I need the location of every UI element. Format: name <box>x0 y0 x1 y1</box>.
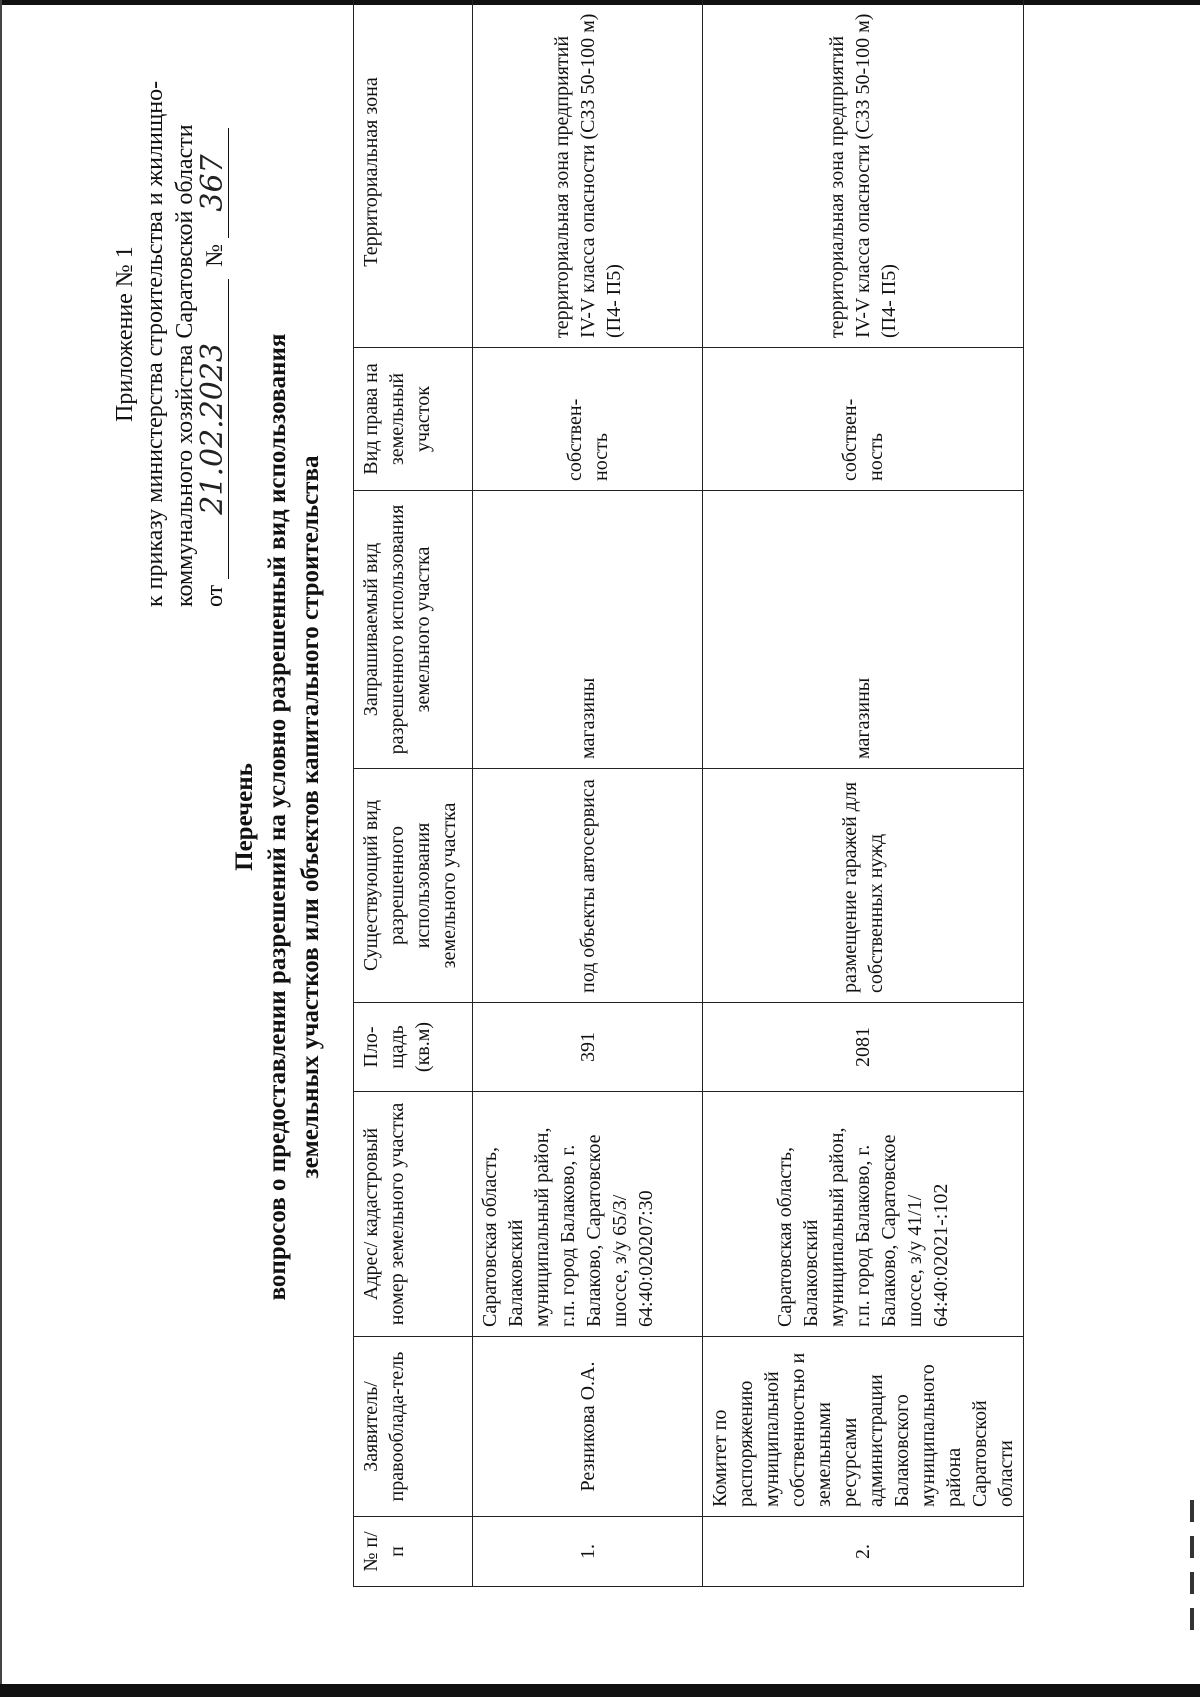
right-type-cell: собствен-ность <box>703 348 1024 491</box>
requested-use-cell: магазины <box>703 491 1024 769</box>
header-cell: Территориальная зона <box>354 0 473 348</box>
table-header-row <box>354 0 473 1587</box>
table-row <box>703 0 1024 1587</box>
requested-use-cell: магазины <box>473 491 703 769</box>
zone-cell: территориальная зона предприятий IV-V класса опасности (СЗЗ 50-100 м) (П4- П5) <box>473 0 703 348</box>
existing-use-cell: под объекты автосервиса <box>473 769 703 1003</box>
zone-cell: территориальная зона предприятий IV-V класса опасности (СЗЗ 50-100 м) (П4- П5) <box>703 0 1024 348</box>
header-cell: № п/п <box>354 1517 473 1587</box>
approval-block <box>110 7 230 607</box>
address-cell: Саратовская область, Балаковский муниципальный район, г.п. город Балаково, г. Балаково, Саратовское шоссе, з/у 65/3/ 64:40:020207:30 <box>473 1092 703 1337</box>
number-underline <box>195 128 230 238</box>
number-prefix: № <box>202 243 228 267</box>
header-cell: Вид права на земельный участок <box>354 348 473 491</box>
heading-title: Перечень <box>231 763 258 871</box>
date-prefix: от <box>202 584 228 607</box>
permits-table <box>353 0 1024 1587</box>
heading-line-3: земельных участков или объектов капитального строительства <box>297 455 324 1179</box>
applicant-cell: Резникова О.А. <box>473 1337 703 1517</box>
handwritten-number: 367 <box>195 154 230 212</box>
right-type-cell: собствен-ность <box>473 348 703 491</box>
header-cell: Заявитель/ правооблада-тель <box>354 1337 473 1517</box>
header-cell: Пло-щадь (кв.м) <box>354 1003 473 1092</box>
document-heading <box>228 57 327 1577</box>
header-cell: Запрашиваемый вид разрешенного использования земельного участка <box>354 491 473 769</box>
header-cell: Существующий вид разрешенного использования земельного участка <box>354 769 473 1003</box>
row-number: 2. <box>703 1517 1024 1587</box>
order-line-2: коммунального хозяйства Саратовской области <box>172 124 198 607</box>
heading-line-2: вопросов о предоставлении разрешений на условно разрешенный вид использования <box>264 333 291 1301</box>
applicant-cell: Комитет по распоряжению муниципальной собственностью и земельными ресурсами администрации Балаковского муниципального района Саратовской области <box>703 1337 1024 1517</box>
date-underline <box>195 279 230 579</box>
existing-use-cell: размещение гаражей для собственных нужд <box>703 769 1024 1003</box>
table-row <box>473 0 703 1587</box>
order-line-1: к приказу министерства строительства и жилищно- <box>142 80 168 607</box>
address-cell: Саратовская область, Балаковский муниципальный район, г.п. город Балаково, г. Балаково, Саратовское шоссе, з/у 41/1/ 64:40:02021-:102 <box>703 1092 1024 1337</box>
header-cell: Адрес/ кадастровый номер земельного участка <box>354 1092 473 1337</box>
appendix-title: Приложение № 1 <box>112 246 138 422</box>
area-cell: 2081 <box>703 1003 1024 1092</box>
area-cell: 391 <box>473 1003 703 1092</box>
order-date-line <box>195 7 230 607</box>
row-number: 1. <box>473 1517 703 1587</box>
handwritten-date: 21.02.2023 <box>195 342 230 515</box>
